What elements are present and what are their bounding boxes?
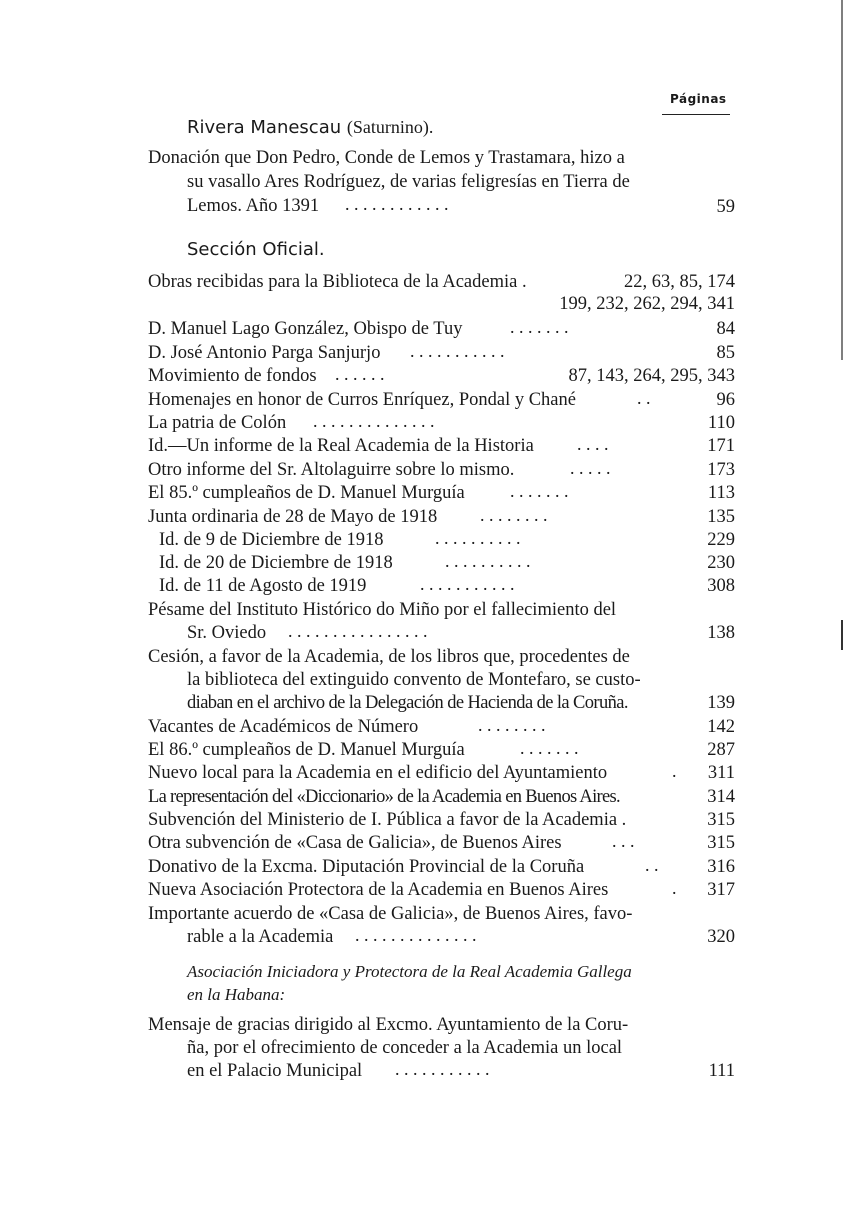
entry-text: La patria de Colón [148,413,287,433]
leader-dots: . . . . . . . . . . . . . . [313,411,435,431]
page-number: 316 [707,857,735,877]
section-title: Rivera Manescau [187,117,342,138]
page-number: 96 [716,390,735,410]
entry-text: Cesión, a favor de la Academia, de los libros que, procedentes de [148,647,630,667]
entry-line: Donación que Don Pedro, Conde de Lemos y Trastamara, hizo a [148,148,625,168]
entry-text: Nuevo local para la Academia en el edificio del Ayuntamiento [148,763,608,783]
entry-text-cont: Sr. Oviedo [187,623,267,643]
entry-line: su vasallo Ares Rodríguez, de varias feligresías en Tierra de [187,172,630,192]
page-number: 84 [716,319,735,339]
page-number: 139 [707,693,735,713]
leader-dots: . . [637,388,651,408]
page-number: 287 [707,740,735,760]
page-number: 230 [707,553,735,573]
entry-text-cont: rable a la Academia [187,927,334,947]
subsection-title: en la Habana: [187,985,286,1004]
page-number: 173 [707,460,735,480]
entry-text: D. José Antonio Parga Sanjurjo [148,343,381,363]
entry-text: Pésame del Instituto Histórico do Miño por el fallecimiento del [148,600,617,620]
page-number: 113 [707,483,735,503]
leader-dots: . . . . . . . . [478,715,546,735]
subsection-title: Asociación Iniciadora y Protectora de la Real Academia Gallega [187,962,632,981]
page-edge-shadow [840,0,844,1228]
entry-text: D. Manuel Lago González, Obispo de Tuy [148,319,463,339]
entry-text: Homenajes en honor de Curros Enríquez, Pondal y Chané [148,390,576,410]
page-number: 110 [707,413,735,433]
leader-dots: . . . . . . . . . . . . . . [355,925,477,945]
leader-dots: . [672,878,677,898]
page-number: 111 [708,1061,735,1081]
leader-dots: . . . . . . . [510,317,569,337]
entry-text: Movimiento de fondos [148,366,317,386]
entry-line: en el Palacio Municipal [187,1061,363,1081]
leader-dots: . . . . . . . . [480,505,548,525]
entry-text: Importante acuerdo de «Casa de Galicia», de Buenos Aires, favo- [148,904,633,924]
page-number: 315 [707,833,735,853]
header-rule [662,114,730,115]
leader-dots: . . . . . . . . . . . [420,574,515,594]
page-numbers: 22, 63, 85, 174 [624,272,735,292]
leader-dots: . [672,761,677,781]
leader-dots: . . . [612,831,635,851]
page-number: 229 [707,530,735,550]
page-number: 85 [716,343,735,363]
entry-text: El 85.º cumpleaños de D. Manuel Murguía [148,483,465,503]
entry-text: Id. de 9 de Diciembre de 1918 [159,530,384,550]
section-title-paren: (Saturnino). [346,117,434,137]
leader-dots: . . . . . [570,458,611,478]
page-numbers: 87, 143, 264, 295, 343 [568,366,735,386]
page-number: 135 [707,507,735,527]
page-number: 315 [707,810,735,830]
page-number: 171 [707,436,735,456]
leader-dots: . . [645,855,659,875]
page-numbers: 199, 232, 262, 294, 341 [559,294,735,314]
entry-text: El 86.º cumpleaños de D. Manuel Murguía [148,740,465,760]
entry-text: Obras recibidas para la Biblioteca de la Academia . [148,272,527,292]
leader-dots: . . . . . . . . . . . [410,341,505,361]
page-number: 138 [707,623,735,643]
entry-text: Otra subvención de «Casa de Galicia», de Buenos Aires [148,833,562,853]
entry-text: Id. de 20 de Diciembre de 1918 [159,553,393,573]
leader-dots: . . . . . . . . . . [445,551,531,571]
page-number: 320 [707,927,735,947]
leader-dots: . . . . . . . . . . [435,528,521,548]
entry-line: Lemos. Año 1391 [187,196,320,216]
leader-dots: . . . . . . [335,364,385,384]
leader-dots: . . . . . . . . . . . . [345,194,449,214]
entry-text: La representación del «Diccionario» de la Academia en Buenos Aires. [148,787,620,807]
section-heading-rivera [187,117,433,138]
page-number: 59 [716,197,735,217]
entry-text: Id.—Un informe de la Real Academia de la Historia [148,436,534,456]
section-heading-oficial: Sección Oficial. [187,239,325,260]
entry-text-cont: la biblioteca del extinguido convento de Montefaro, se custo- [187,670,641,690]
page-number: 317 [707,880,735,900]
entry-text: Vacantes de Académicos de Número [148,717,419,737]
entry-text: Subvención del Ministerio de I. Pública a favor de la Academia . [148,810,627,830]
page-number: 308 [707,576,735,596]
page-number: 142 [707,717,735,737]
entry-text: Id. de 11 de Agosto de 1919 [159,576,367,596]
paginas-header: Páginas [670,92,727,106]
entry-text: Otro informe del Sr. Altolaguirre sobre lo mismo. [148,460,515,480]
leader-dots: . . . . [577,434,609,454]
leader-dots: . . . . . . . [520,738,579,758]
leader-dots: . . . . . . . . . . . [395,1059,490,1079]
entry-line: Mensaje de gracias dirigido al Excmo. Ayuntamiento de la Coru- [148,1015,629,1035]
entry-line: ña, por el ofrecimiento de conceder a la Academia un local [187,1038,623,1058]
page-number: 314 [707,787,735,807]
entry-text: Donativo de la Excma. Diputación Provincial de la Coruña [148,857,585,877]
entry-text: Nueva Asociación Protectora de la Academia en Buenos Aires [148,880,609,900]
entry-text-cont: diaban en el archivo de la Delegación de Hacienda de la Coruña. [187,693,628,713]
entry-text: Junta ordinaria de 28 de Mayo de 1918 [148,507,438,527]
leader-dots: . . . . . . . [510,481,569,501]
page-number: 311 [707,763,735,783]
leader-dots: . . . . . . . . . . . . . . . . [288,621,428,641]
